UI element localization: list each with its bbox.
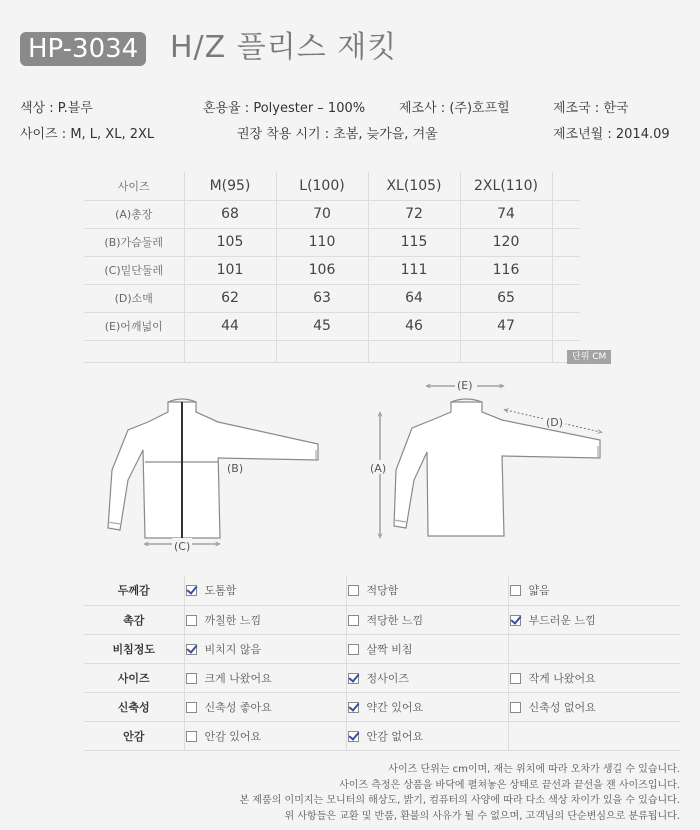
table-row-empty bbox=[84, 340, 580, 362]
feature-row bbox=[84, 692, 680, 721]
info-sizes: 사이즈 : M, L, XL, 2XL bbox=[20, 127, 155, 142]
feature-option[interactable] bbox=[184, 634, 346, 663]
cell: 45 bbox=[276, 312, 368, 340]
note-line: 사이즈 단위는 cm이며, 재는 위치에 따라 오차가 생길 수 있습니다. bbox=[388, 764, 680, 775]
cell: 105 bbox=[184, 228, 276, 256]
checkbox-icon[interactable] bbox=[348, 644, 359, 655]
size-table-corner: 사이즈 bbox=[84, 172, 184, 200]
product-code-badge: HP-3034 bbox=[20, 32, 146, 66]
note-line: 위 사항들은 교환 및 반품, 환불의 사유가 될 수 없으며, 고객님의 단순변심으로 분류됩니다. bbox=[284, 810, 680, 822]
jacket-diagram bbox=[0, 370, 700, 565]
checkbox-checked-icon[interactable] bbox=[510, 615, 521, 626]
size-col-header: XL(105) bbox=[368, 172, 460, 200]
dim-label-c: (C) bbox=[174, 540, 191, 553]
row-label: (A)총장 bbox=[84, 200, 184, 228]
note-line: 본 제품의 이미지는 모니터의 해상도, 밝기, 컴퓨터의 사양에 따라 다소 색상 차이가 있을 수 있습니다. bbox=[239, 795, 680, 806]
dim-label-e: (E) bbox=[457, 379, 473, 392]
option-label: 부드러운 느낌 bbox=[528, 613, 596, 627]
checkbox-icon[interactable] bbox=[348, 615, 359, 626]
feature-option[interactable] bbox=[346, 692, 508, 721]
checkbox-checked-icon[interactable] bbox=[348, 673, 359, 684]
feature-option[interactable] bbox=[508, 605, 680, 634]
cell: 74 bbox=[460, 200, 552, 228]
option-label: 정사이즈 bbox=[366, 671, 410, 685]
feature-option[interactable] bbox=[346, 721, 508, 750]
row-label: (D)소매 bbox=[84, 284, 184, 312]
checkbox-icon[interactable] bbox=[510, 702, 521, 713]
cell: 116 bbox=[460, 256, 552, 284]
size-col-header: L(100) bbox=[276, 172, 368, 200]
option-label: 약간 있어요 bbox=[366, 700, 424, 714]
checkbox-icon[interactable] bbox=[510, 673, 521, 684]
feature-option[interactable] bbox=[508, 692, 680, 721]
jacket-front-illustration bbox=[108, 399, 318, 538]
checkbox-checked-icon[interactable] bbox=[186, 644, 197, 655]
info-color: 색상 : P.블루 bbox=[20, 101, 93, 116]
cell: 101 bbox=[184, 256, 276, 284]
cell: 64 bbox=[368, 284, 460, 312]
note-line: 사이즈 측정은 상품을 바닥에 펼쳐놓은 상태로 끝선과 끝선을 잰 사이즈입니다. bbox=[339, 779, 680, 791]
feature-row bbox=[84, 576, 680, 605]
feature-row bbox=[84, 605, 680, 634]
product-name: H/Z 플리스 재킷 bbox=[170, 30, 398, 65]
cell: 62 bbox=[184, 284, 276, 312]
info-blend: 혼용율 : Polyester – 100% bbox=[203, 101, 366, 116]
feature-option[interactable] bbox=[184, 663, 346, 692]
info-season: 권장 착용 시기 : 초봄, 늦가을, 겨울 bbox=[237, 127, 438, 142]
option-label: 도톰함 bbox=[204, 584, 237, 598]
cell: 110 bbox=[276, 228, 368, 256]
option-label: 크게 나왔어요 bbox=[204, 671, 272, 685]
feature-row bbox=[84, 663, 680, 692]
unit-badge: 단위 CM bbox=[567, 350, 611, 364]
checkbox-icon[interactable] bbox=[186, 673, 197, 684]
size-col-header: M(95) bbox=[184, 172, 276, 200]
feature-option[interactable] bbox=[184, 692, 346, 721]
table-row bbox=[84, 312, 580, 340]
cell: 47 bbox=[460, 312, 552, 340]
notes bbox=[240, 762, 680, 824]
info-country: 제조국 : 한국 bbox=[553, 101, 629, 116]
cell: 72 bbox=[368, 200, 460, 228]
feature-category: 두께감 bbox=[84, 576, 184, 605]
checkbox-icon[interactable] bbox=[348, 585, 359, 596]
option-label: 적당함 bbox=[366, 584, 399, 598]
feature-option[interactable] bbox=[346, 576, 508, 605]
dim-label-d: (D) bbox=[546, 416, 564, 429]
cell: 68 bbox=[184, 200, 276, 228]
dim-label-a: (A) bbox=[370, 462, 387, 475]
size-col-header: 2XL(110) bbox=[460, 172, 552, 200]
feature-category: 사이즈 bbox=[84, 663, 184, 692]
feature-table bbox=[84, 576, 680, 751]
cell: 120 bbox=[460, 228, 552, 256]
cell: 44 bbox=[184, 312, 276, 340]
option-label: 얇음 bbox=[528, 584, 550, 598]
cell: 106 bbox=[276, 256, 368, 284]
table-row bbox=[84, 284, 580, 312]
feature-category: 촉감 bbox=[84, 605, 184, 634]
row-label: (E)어깨넓이 bbox=[84, 312, 184, 340]
checkbox-icon[interactable] bbox=[186, 615, 197, 626]
option-label: 까칠한 느낌 bbox=[204, 613, 262, 627]
cell: 70 bbox=[276, 200, 368, 228]
feature-option[interactable] bbox=[184, 605, 346, 634]
feature-option[interactable] bbox=[508, 576, 680, 605]
cell: 63 bbox=[276, 284, 368, 312]
dim-label-b: (B) bbox=[227, 462, 244, 475]
info-date: 제조년월 : 2014.09 bbox=[553, 127, 670, 142]
option-label: 작게 나왔어요 bbox=[528, 671, 596, 685]
feature-option[interactable] bbox=[346, 605, 508, 634]
size-table-header bbox=[84, 172, 580, 200]
table-row bbox=[84, 256, 580, 284]
cell: 111 bbox=[368, 256, 460, 284]
option-label: 비치지 않음 bbox=[204, 642, 262, 656]
checkbox-checked-icon[interactable] bbox=[348, 702, 359, 713]
feature-option[interactable] bbox=[508, 663, 680, 692]
cell: 65 bbox=[460, 284, 552, 312]
row-label: (C)밑단둘레 bbox=[84, 256, 184, 284]
checkbox-checked-icon[interactable] bbox=[348, 731, 359, 742]
checkbox-checked-icon[interactable] bbox=[186, 585, 197, 596]
table-row bbox=[84, 228, 580, 256]
option-label: 적당한 느낌 bbox=[366, 613, 424, 627]
jacket-back-illustration bbox=[394, 399, 600, 536]
checkbox-icon[interactable] bbox=[510, 585, 521, 596]
feature-row bbox=[84, 634, 680, 663]
row-label: (B)가슴둘레 bbox=[84, 228, 184, 256]
feature-row bbox=[84, 721, 680, 750]
feature-category: 안감 bbox=[84, 721, 184, 750]
cell: 115 bbox=[368, 228, 460, 256]
option-label: 안감 없어요 bbox=[366, 729, 424, 743]
feature-category: 비침정도 bbox=[84, 634, 184, 663]
feature-option[interactable] bbox=[184, 576, 346, 605]
option-label: 살짝 비침 bbox=[366, 642, 413, 656]
checkbox-icon[interactable] bbox=[186, 731, 197, 742]
feature-option[interactable] bbox=[184, 721, 346, 750]
option-label: 안감 있어요 bbox=[204, 729, 262, 743]
info-maker: 제조사 : (주)호프힐 bbox=[399, 101, 510, 116]
feature-option[interactable] bbox=[346, 663, 508, 692]
cell: 46 bbox=[368, 312, 460, 340]
option-label: 신축성 좋아요 bbox=[204, 700, 272, 714]
feature-category: 신축성 bbox=[84, 692, 184, 721]
checkbox-icon[interactable] bbox=[186, 702, 197, 713]
size-table bbox=[84, 172, 580, 363]
table-row bbox=[84, 200, 580, 228]
option-label: 신축성 없어요 bbox=[528, 700, 596, 714]
feature-option[interactable] bbox=[346, 634, 508, 663]
